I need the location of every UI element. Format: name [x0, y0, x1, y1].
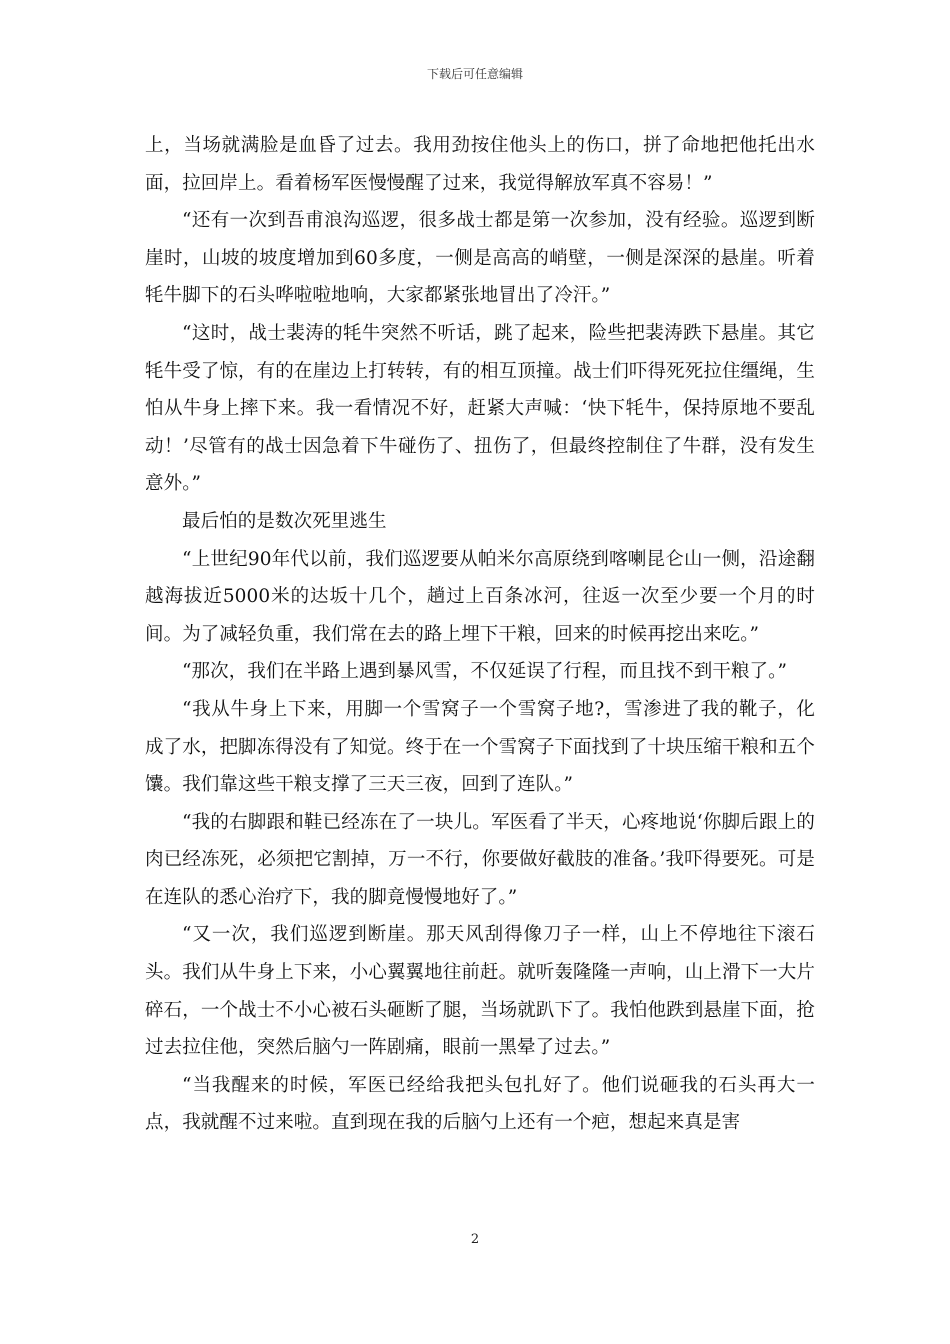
section-heading: 最后怕的是数次死里逃生 [182, 510, 387, 532]
paragraph-9: “当我醒来的时候，军医已经给我把头包扎好了。他们说砸我的石头再大一点，我就醒不过来啦。直到现在我的后脑勺上还有一个疤，想起来真是害 [145, 1074, 815, 1134]
paragraph-2: “还有一次到吾甫浪沟巡逻，很多战士都是第一次参加，没有经验。巡逻到断崖时，山坡的坡度增加到60多度，一侧是高高的峭壁，一侧是深深的悬崖。听着牦牛脚下的石头哗啦啦地响，大家都紧张地冒出了冷汗。” [145, 210, 815, 307]
paragraph-7: “我的右脚跟和鞋已经冻在了一块儿。军医看了半天，心疼地说‘你脚后跟上的肉已经冻死，必须把它割掉，万一不行，你要做好截肢的准备。’我吓得要死。可是在连队的悉心治疗下，我的脚竟慢慢地好了。” [145, 811, 815, 908]
paragraph-3: “这时，战士裴涛的牦牛突然不听话，跳了起来，险些把裴涛跌下悬崖。其它牦牛受了惊，有的在崖边上打转转，有的相互顶撞。战士们吓得死死拉住缰绳，生怕从牛身上摔下来。我一看情况不好，赶紧大声喊：‘快下牦牛，保持原地不要乱动！’尽管有的战士因急着下牛碰伤了、扭伤了，但最终控制住了牛群，没有发生意外。” [145, 322, 815, 495]
paragraph-4: “上世纪90年代以前，我们巡逻要从帕米尔高原绕到喀喇昆仑山一侧，沿途翻越海拔近5000米的达坂十几个，趟过上百条冰河，往返一次至少要一个月的时间。为了减轻负重，我们常在去的路上埋下干粮，回来的时候再挖出来吃。” [145, 548, 815, 645]
page-header: 下载后可任意编辑 [426, 67, 523, 81]
page-number: 2 [470, 1232, 480, 1247]
paragraph-5: “那次，我们在半路上遇到暴风雪，不仅延误了行程，而且找不到干粮了。” [182, 661, 788, 683]
paragraph-6: “我从牛身上下来，用脚一个雪窝子一个雪窝子地?，雪渗进了我的靴子，化成了水，把脚冻得没有了知觉。终于在一个雪窝子下面找到了十块压缩干粮和五个馕。我们靠这些干粮支撑了三天三夜，回到了连队。” [145, 698, 815, 796]
document-body [145, 127, 815, 1142]
paragraph-1: 上，当场就满脸是血昏了过去。我用劲按住他头上的伤口，拼了命地把他托出水面，拉回岸上。看着杨军医慢慢醒了过来，我觉得解放军真不容易！” [145, 135, 815, 194]
paragraph-8: “又一次，我们巡逻到断崖。那天风刮得像刀子一样，山上不停地往下滚石头。我们从牛身上下来，小心翼翼地往前赶。就听轰隆隆一声响，山上滑下一大片碎石，一个战士不小心被石头砸断了腿，当场就趴下了。我怕他跌到悬崖下面，抢过去拉住他，突然后脑勺一阵剧痛，眼前一黑晕了过去。” [145, 924, 815, 1059]
